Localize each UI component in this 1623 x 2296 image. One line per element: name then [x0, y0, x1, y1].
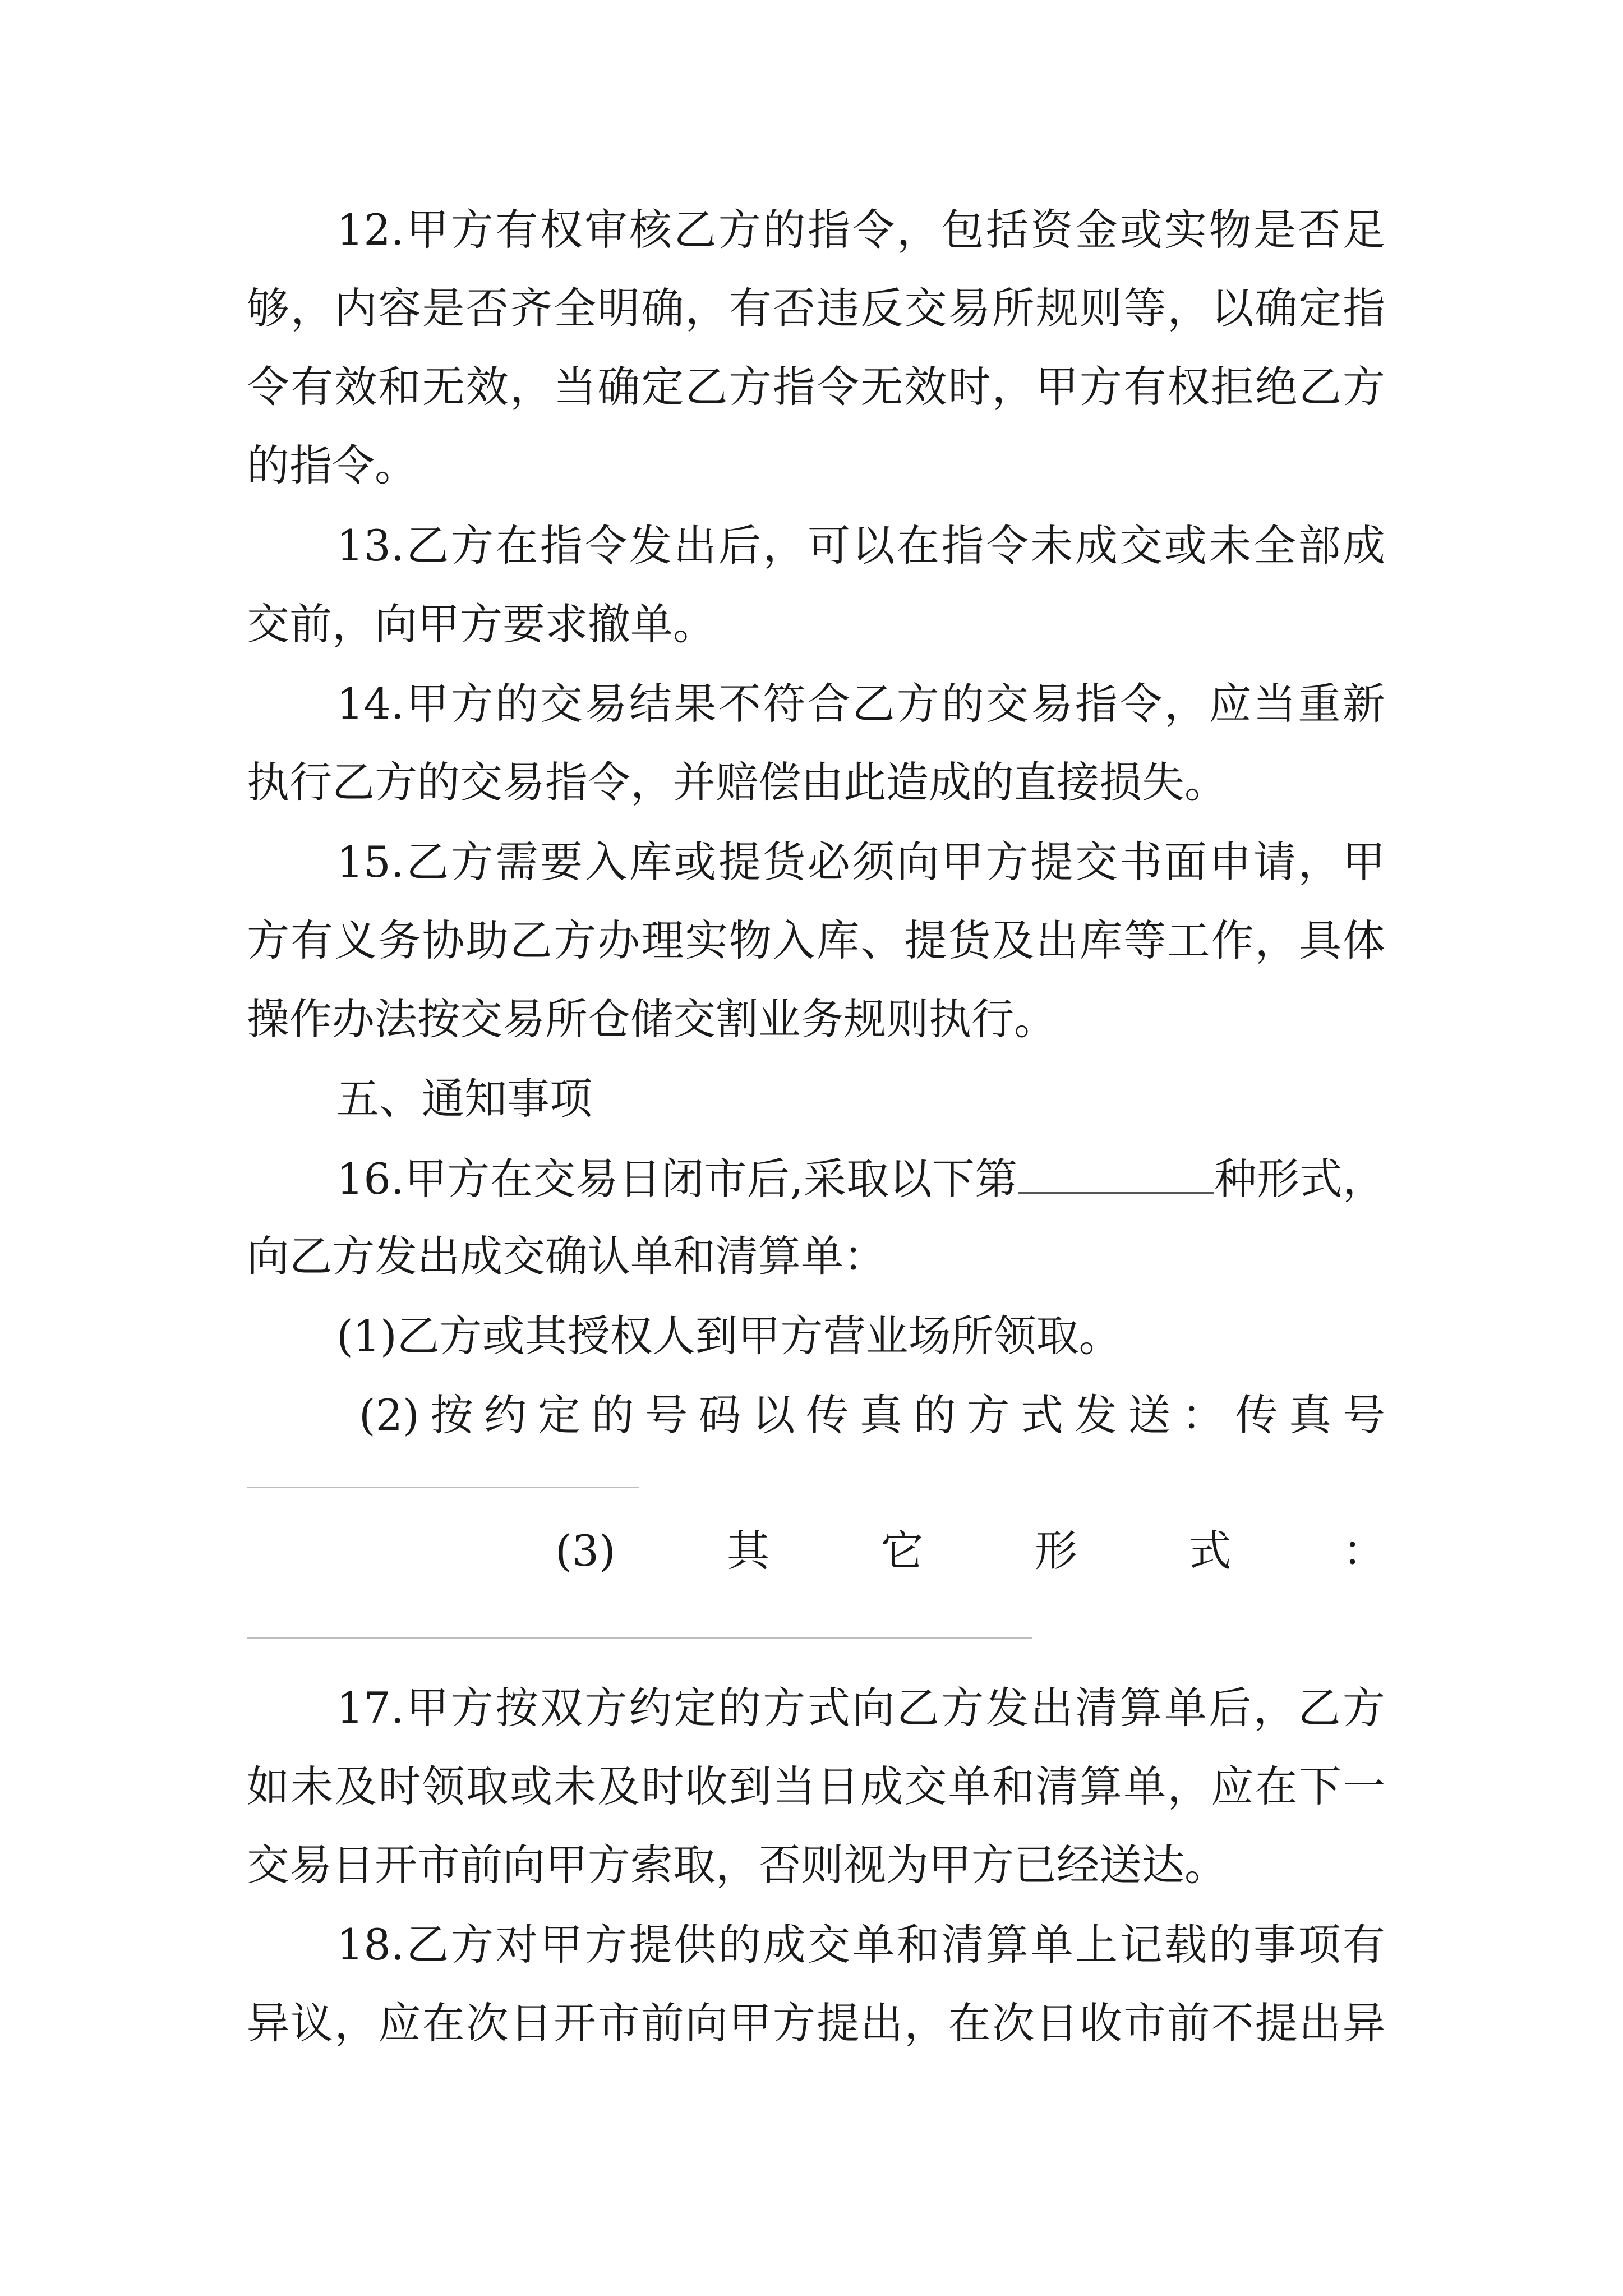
clause-15-line-3: 操作办法按交易所仓储交割业务规则执行。: [247, 994, 1057, 1044]
clause-12-line-2: 够，内容是否齐全明确，有否违反交易所规则等，以确定指: [247, 283, 1385, 333]
option-3-colon: ：: [1343, 1526, 1385, 1576]
form-number-blank: [1018, 1147, 1214, 1194]
clause-16-text-before-blank: 16.甲方在交易日闭市后,采取以下第: [336, 1154, 1018, 1204]
option-3-line: [555, 1520, 1385, 1582]
clause-15-line-2: 方有义务协助乙方办理实物入库、提货及出库等工作，具体: [247, 915, 1385, 965]
clause-16-line-2: 向乙方发出成交确认单和清算单：: [247, 1231, 886, 1281]
clause-13-line-2: 交前，向甲方要求撤单。: [247, 599, 716, 649]
clause-18-line-2: 异议，应在次日开市前向甲方提出，在次日收市前不提出异: [247, 1998, 1385, 2048]
other-form-rule: [247, 1637, 1032, 1639]
clause-12-line-3: 令有效和无效，当确定乙方指令无效时，甲方有权拒绝乙方: [247, 362, 1385, 412]
clause-14-line-1: 14.甲方的交易结果不符合乙方的交易指令，应当重新: [336, 679, 1385, 729]
option-3-char-3: 形: [1035, 1526, 1078, 1576]
clause-16-text-after-blank: 种形式，: [1214, 1154, 1385, 1204]
option-2-line: (2)按约定的号码以传真的方式发送：传真号: [359, 1390, 1385, 1440]
option-1-line: (1)乙方或其授权人到甲方营业场所领取。: [336, 1311, 1122, 1361]
clause-18-line-1: 18.乙方对甲方提供的成交单和清算单上记载的事项有: [336, 1920, 1385, 1970]
fax-number-rule: [247, 1487, 639, 1488]
clause-12-line-1: 12.甲方有权审核乙方的指令，包括资金或实物是否足: [336, 205, 1385, 255]
clause-17-line-1: 17.甲方按双方约定的方式向乙方发出清算单后，乙方: [336, 1683, 1385, 1733]
option-3-char-2: 它: [880, 1526, 924, 1576]
option-3-char-1: 其: [727, 1526, 770, 1576]
clause-17-line-3: 交易日开市前向甲方索取，否则视为甲方已经送达。: [247, 1840, 1227, 1890]
clause-17-line-2: 如未及时领取或未及时收到当日成交单和清算单，应在下一: [247, 1761, 1385, 1811]
clause-16-line-1: [336, 1147, 1385, 1209]
clause-15-line-1: 15.乙方需要入库或提货必须向甲方提交书面申请，甲: [336, 837, 1385, 887]
clause-14-line-2: 执行乙方的交易指令，并赔偿由此造成的直接损失。: [247, 757, 1227, 807]
option-3-char-4: 式: [1188, 1526, 1232, 1576]
clause-13-line-1: 13.乙方在指令发出后，可以在指令未成交或未全部成: [336, 521, 1385, 570]
section-heading-notices: 五、通知事项: [336, 1074, 592, 1124]
option-3-label: (3): [555, 1526, 616, 1576]
clause-12-line-4: 的指令。: [247, 440, 417, 490]
